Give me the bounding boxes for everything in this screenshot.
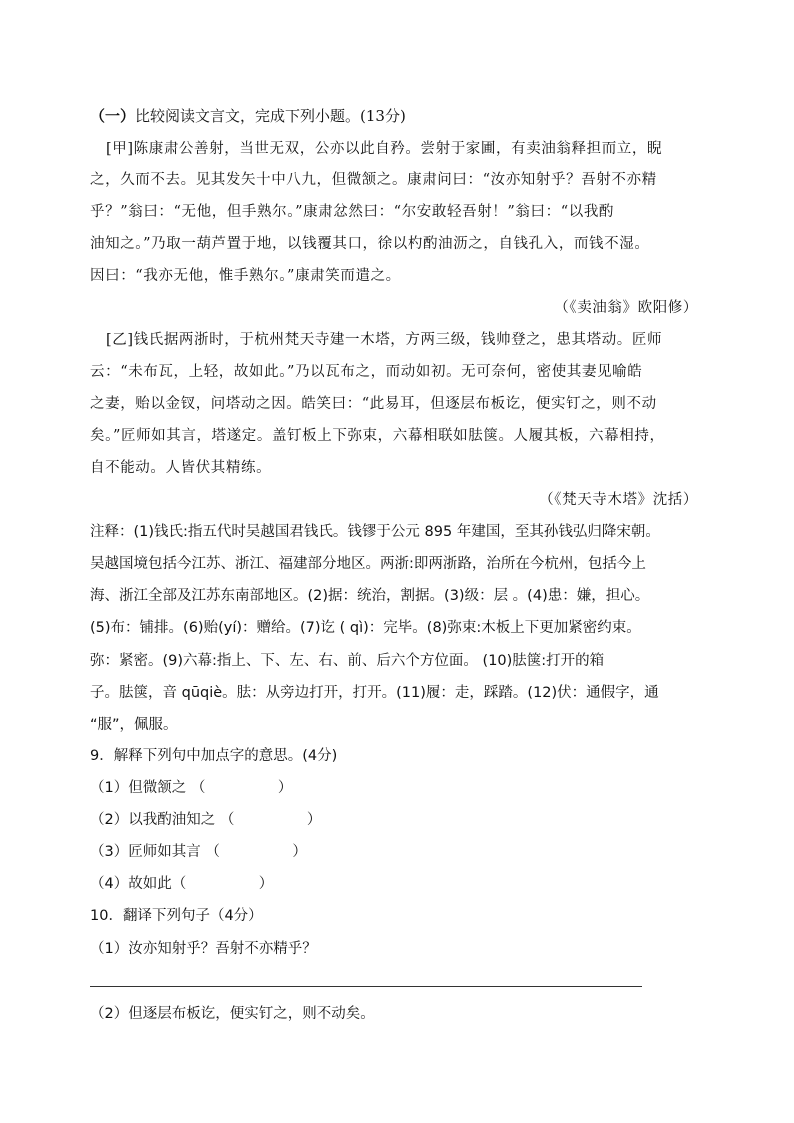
text-a-line: 油知之。”乃取一葫芦置于地，以钱覆其口，徐以杓酌油沥之，自钱孔入，而钱不湿。 <box>90 236 650 252</box>
section-title <box>90 106 406 126</box>
section-title-text: 比较阅读文言文，完成下列小题。(13分) <box>135 107 406 125</box>
answer-line <box>90 986 642 987</box>
text-b-line: 云：“未布瓦，上轻，故如此。”乃以瓦布之，而动如初。无可奈何，密使其妻见喻皓 <box>90 364 643 380</box>
question-9-item: （4）故如此（ ） <box>90 876 274 892</box>
question-9-item: （1）但微颔之 （ ） <box>90 780 293 796</box>
question-10-item: （2）但逐层布板讫，便实钉之，则不动矣。 <box>90 1006 375 1022</box>
notes-line: 注释：(1)钱氏:指五代时吴越国君钱氏。钱镠于公元 895 年建国，至其孙钱弘归降宋朝。 <box>90 524 660 540</box>
text-b-line: [乙]钱氏据两浙时，于杭州梵天寺建一木塔，方两三级，钱帅登之，患其塔动。匠师 <box>106 332 663 348</box>
question-10-item: （1）汝亦知射乎？吾射不亦精乎？ <box>90 941 317 957</box>
notes-line: 海、浙江全部及江苏东南部地区。(2)据：统治，割据。(3)级：层 。(4)患：嫌，担心。 <box>90 588 650 604</box>
text-b-line: 矣。”匠师如其言，塔遂定。盖钉板上下弥束，六幕相联如胠箧。人履其板，六幕相持， <box>90 428 665 444</box>
notes-line: 子。胠箧，音 qūqiè。胠：从旁边打开，打开。(11)履：走，踩踏。(12)伏：通假字，通 <box>90 685 659 701</box>
question-9-item: （3）匠师如其言 （ ） <box>90 844 307 860</box>
text-b-source: （《梵天寺木塔》沈括） <box>539 492 698 508</box>
section-title-number: （一） <box>90 107 136 125</box>
text-a-source: （《卖油翁》欧阳修） <box>554 300 698 316</box>
notes-line: (5)布：铺排。(6)贻(yí)：赠给。(7)讫 ( qì)：完毕。(8)弥束:木板上下更加紧密约束。 <box>90 620 641 636</box>
question-9-prompt: 9．解释下列句中加点字的意思。(4分) <box>90 748 338 764</box>
text-a-line: 乎？”翁曰：“无他，但手熟尔。”康肃忿然曰：“尔安敢轻吾射！”翁曰：“以我酌 <box>90 204 615 220</box>
notes-line: 吴越国境包括今江苏、浙江、福建部分地区。两浙:即两浙路，治所在今杭州，包括今上 <box>90 556 646 572</box>
question-9-item: （2）以我酌油知之 （ ） <box>90 812 322 828</box>
text-b-line: 之妻，贻以金钗，问塔动之因。皓笑曰：“此易耳，但逐层布板讫，便实钉之，则不动 <box>90 396 657 412</box>
notes-line: 弥：紧密。(9)六幕:指上、下、左、右、前、后六个方位面。 (10)胠箧:打开的箱 <box>90 653 605 669</box>
text-a-line: 因曰：“我亦无他，惟手熟尔。”康肃笑而遣之。 <box>90 268 401 284</box>
text-a-line: 之，久而不去。见其发矢十中八九，但微颔之。康肃问曰：“汝亦知射乎？吾射不亦精 <box>90 172 657 188</box>
text-a-line: [甲]陈康肃公善射，当世无双，公亦以此自矜。尝射于家圃，有卖油翁释担而立，睨 <box>106 141 663 157</box>
question-10-prompt: 10．翻译下列句子（4分） <box>90 908 263 924</box>
notes-line: “服”，佩服。 <box>90 717 178 733</box>
text-b-line: 自不能动。人皆伏其精练。 <box>90 460 272 476</box>
